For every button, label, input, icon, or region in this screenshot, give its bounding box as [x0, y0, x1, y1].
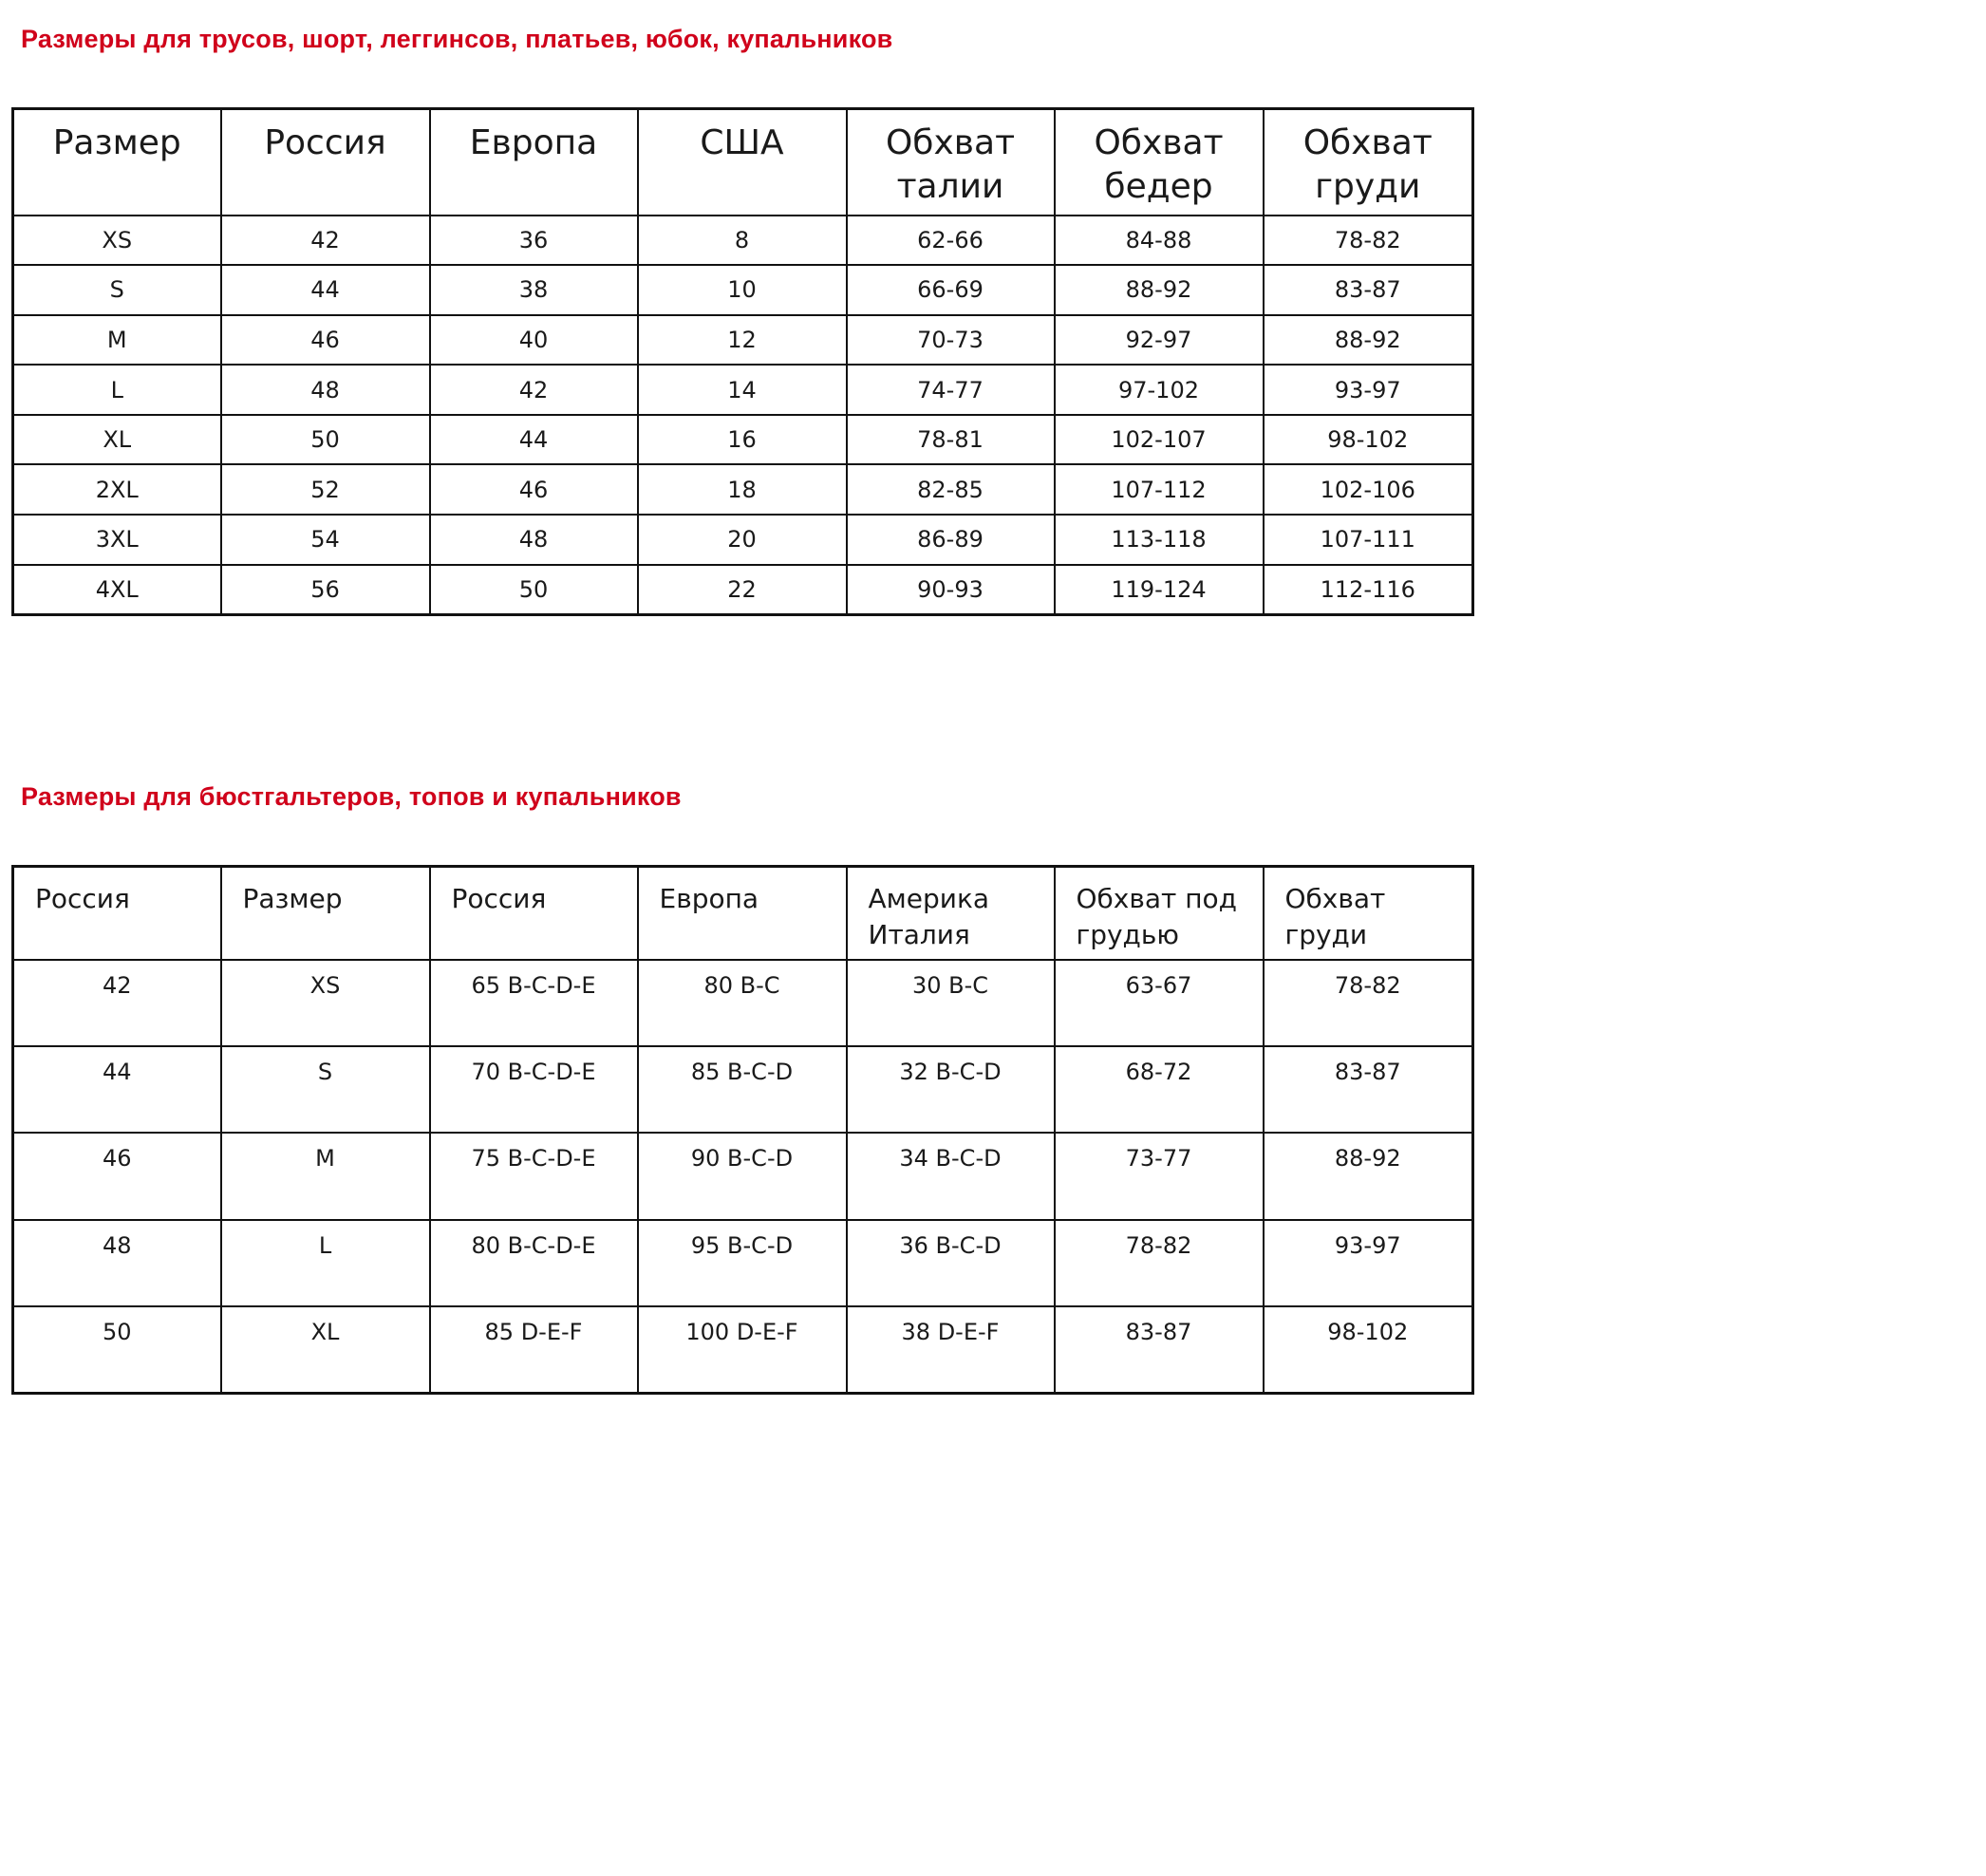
table-cell: 102-106 — [1264, 464, 1473, 515]
table-cell: 40 — [430, 315, 638, 366]
table-cell: 14 — [638, 365, 847, 415]
column-header: Обхват под грудью — [1055, 867, 1264, 960]
table-row — [13, 960, 1473, 1046]
table-header-row — [13, 867, 1473, 960]
table-cell: 98-102 — [1264, 415, 1473, 465]
table-cell: 82-85 — [847, 464, 1055, 515]
table-cell: 36 B-C-D — [847, 1220, 1055, 1306]
table-cell: 12 — [638, 315, 847, 366]
table-cell: 52 — [221, 464, 430, 515]
table-cell: 73-77 — [1055, 1133, 1264, 1219]
table-cell: 75 B-C-D-E — [430, 1133, 638, 1219]
table-cell: 54 — [221, 515, 430, 565]
column-header: Европа — [430, 109, 638, 216]
column-header: США — [638, 109, 847, 216]
table-cell: 63-67 — [1055, 960, 1264, 1046]
table-cell: 44 — [221, 265, 430, 315]
table-cell: S — [221, 1046, 430, 1133]
panty-size-table — [11, 107, 1474, 616]
column-header: Размер — [13, 109, 221, 216]
table-cell: 3XL — [13, 515, 221, 565]
column-header: Обхват бедер — [1055, 109, 1264, 216]
table-row — [13, 464, 1473, 515]
table-cell: 68-72 — [1055, 1046, 1264, 1133]
table-cell: XS — [13, 216, 221, 266]
table-cell: 46 — [221, 315, 430, 366]
table-row — [13, 315, 1473, 366]
table-cell: 34 B-C-D — [847, 1133, 1055, 1219]
table-cell: 62-66 — [847, 216, 1055, 266]
table-cell: 107-112 — [1055, 464, 1264, 515]
table-cell: 98-102 — [1264, 1306, 1473, 1393]
table-cell: 42 — [430, 365, 638, 415]
table-row — [13, 515, 1473, 565]
table-cell: 84-88 — [1055, 216, 1264, 266]
table-cell: 50 — [221, 415, 430, 465]
table-cell: 74-77 — [847, 365, 1055, 415]
column-header: Размер — [221, 867, 430, 960]
table-cell: 119-124 — [1055, 565, 1264, 615]
table-cell: 10 — [638, 265, 847, 315]
table-cell: 20 — [638, 515, 847, 565]
table-cell: 22 — [638, 565, 847, 615]
table-cell: 50 — [430, 565, 638, 615]
table-cell: XL — [13, 415, 221, 465]
table-cell: 42 — [13, 960, 221, 1046]
table-cell: 32 B-C-D — [847, 1046, 1055, 1133]
table-cell: 2XL — [13, 464, 221, 515]
table-row — [13, 1220, 1473, 1306]
column-header: Обхват груди — [1264, 867, 1473, 960]
table-cell: 93-97 — [1264, 365, 1473, 415]
table-cell: 44 — [13, 1046, 221, 1133]
table-cell: XS — [221, 960, 430, 1046]
table-cell: 83-87 — [1264, 1046, 1473, 1133]
table-cell: 46 — [13, 1133, 221, 1219]
table-cell: 78-82 — [1055, 1220, 1264, 1306]
column-header: Обхват талии — [847, 109, 1055, 216]
table-cell: 44 — [430, 415, 638, 465]
table-cell: 78-82 — [1264, 216, 1473, 266]
table-cell: 78-82 — [1264, 960, 1473, 1046]
table-cell: 56 — [221, 565, 430, 615]
table-cell: 78-81 — [847, 415, 1055, 465]
bra-sizes-title: Размеры для бюстгальтеров, топов и купальников — [21, 782, 682, 811]
table-cell: 100 D-E-F — [638, 1306, 847, 1393]
table-row — [13, 1306, 1473, 1393]
table-cell: 102-107 — [1055, 415, 1264, 465]
column-header: Обхват груди — [1264, 109, 1473, 216]
table-cell: 38 — [430, 265, 638, 315]
table-cell: 85 D-E-F — [430, 1306, 638, 1393]
table-header-row — [13, 109, 1473, 216]
column-header: Россия — [13, 867, 221, 960]
table-cell: 46 — [430, 464, 638, 515]
table-cell: 97-102 — [1055, 365, 1264, 415]
table-cell: XL — [221, 1306, 430, 1393]
table-cell: 4XL — [13, 565, 221, 615]
table-cell: 90-93 — [847, 565, 1055, 615]
table-cell: 48 — [13, 1220, 221, 1306]
table-cell: 88-92 — [1264, 315, 1473, 366]
table-cell: 30 B-C — [847, 960, 1055, 1046]
table-row — [13, 365, 1473, 415]
panty-sizes-title: Размеры для трусов, шорт, леггинсов, платьев, юбок, купальников — [21, 25, 893, 53]
table-cell: 65 B-C-D-E — [430, 960, 638, 1046]
table-cell: 85 B-C-D — [638, 1046, 847, 1133]
table-cell: 42 — [221, 216, 430, 266]
table-cell: 95 B-C-D — [638, 1220, 847, 1306]
table-cell: 48 — [430, 515, 638, 565]
table-row — [13, 216, 1473, 266]
table-cell: 70-73 — [847, 315, 1055, 366]
table-cell: 113-118 — [1055, 515, 1264, 565]
table-cell: 88-92 — [1055, 265, 1264, 315]
table-cell: 112-116 — [1264, 565, 1473, 615]
table-cell: 16 — [638, 415, 847, 465]
table-cell: 83-87 — [1264, 265, 1473, 315]
table-row — [13, 1046, 1473, 1133]
column-header: Россия — [221, 109, 430, 216]
table-cell: 70 B-C-D-E — [430, 1046, 638, 1133]
table-cell: 93-97 — [1264, 1220, 1473, 1306]
table-cell: M — [221, 1133, 430, 1219]
table-row — [13, 415, 1473, 465]
table-cell: 90 B-C-D — [638, 1133, 847, 1219]
table-row — [13, 265, 1473, 315]
table-cell: 38 D-E-F — [847, 1306, 1055, 1393]
table-cell: 48 — [221, 365, 430, 415]
column-header: Россия — [430, 867, 638, 960]
bra-size-table — [11, 865, 1474, 1395]
table-cell: 36 — [430, 216, 638, 266]
column-header: Европа — [638, 867, 847, 960]
table-cell: 86-89 — [847, 515, 1055, 565]
table-cell: 8 — [638, 216, 847, 266]
table-cell: 18 — [638, 464, 847, 515]
table-cell: 66-69 — [847, 265, 1055, 315]
table-cell: 83-87 — [1055, 1306, 1264, 1393]
table-cell: L — [13, 365, 221, 415]
table-cell: 92-97 — [1055, 315, 1264, 366]
table-cell: 88-92 — [1264, 1133, 1473, 1219]
table-row — [13, 1133, 1473, 1219]
column-header: Америка Италия — [847, 867, 1055, 960]
table-cell: M — [13, 315, 221, 366]
table-cell: L — [221, 1220, 430, 1306]
table-cell: S — [13, 265, 221, 315]
table-cell: 107-111 — [1264, 515, 1473, 565]
table-cell: 50 — [13, 1306, 221, 1393]
table-cell: 80 B-C — [638, 960, 847, 1046]
table-cell: 80 B-C-D-E — [430, 1220, 638, 1306]
table-row — [13, 565, 1473, 615]
